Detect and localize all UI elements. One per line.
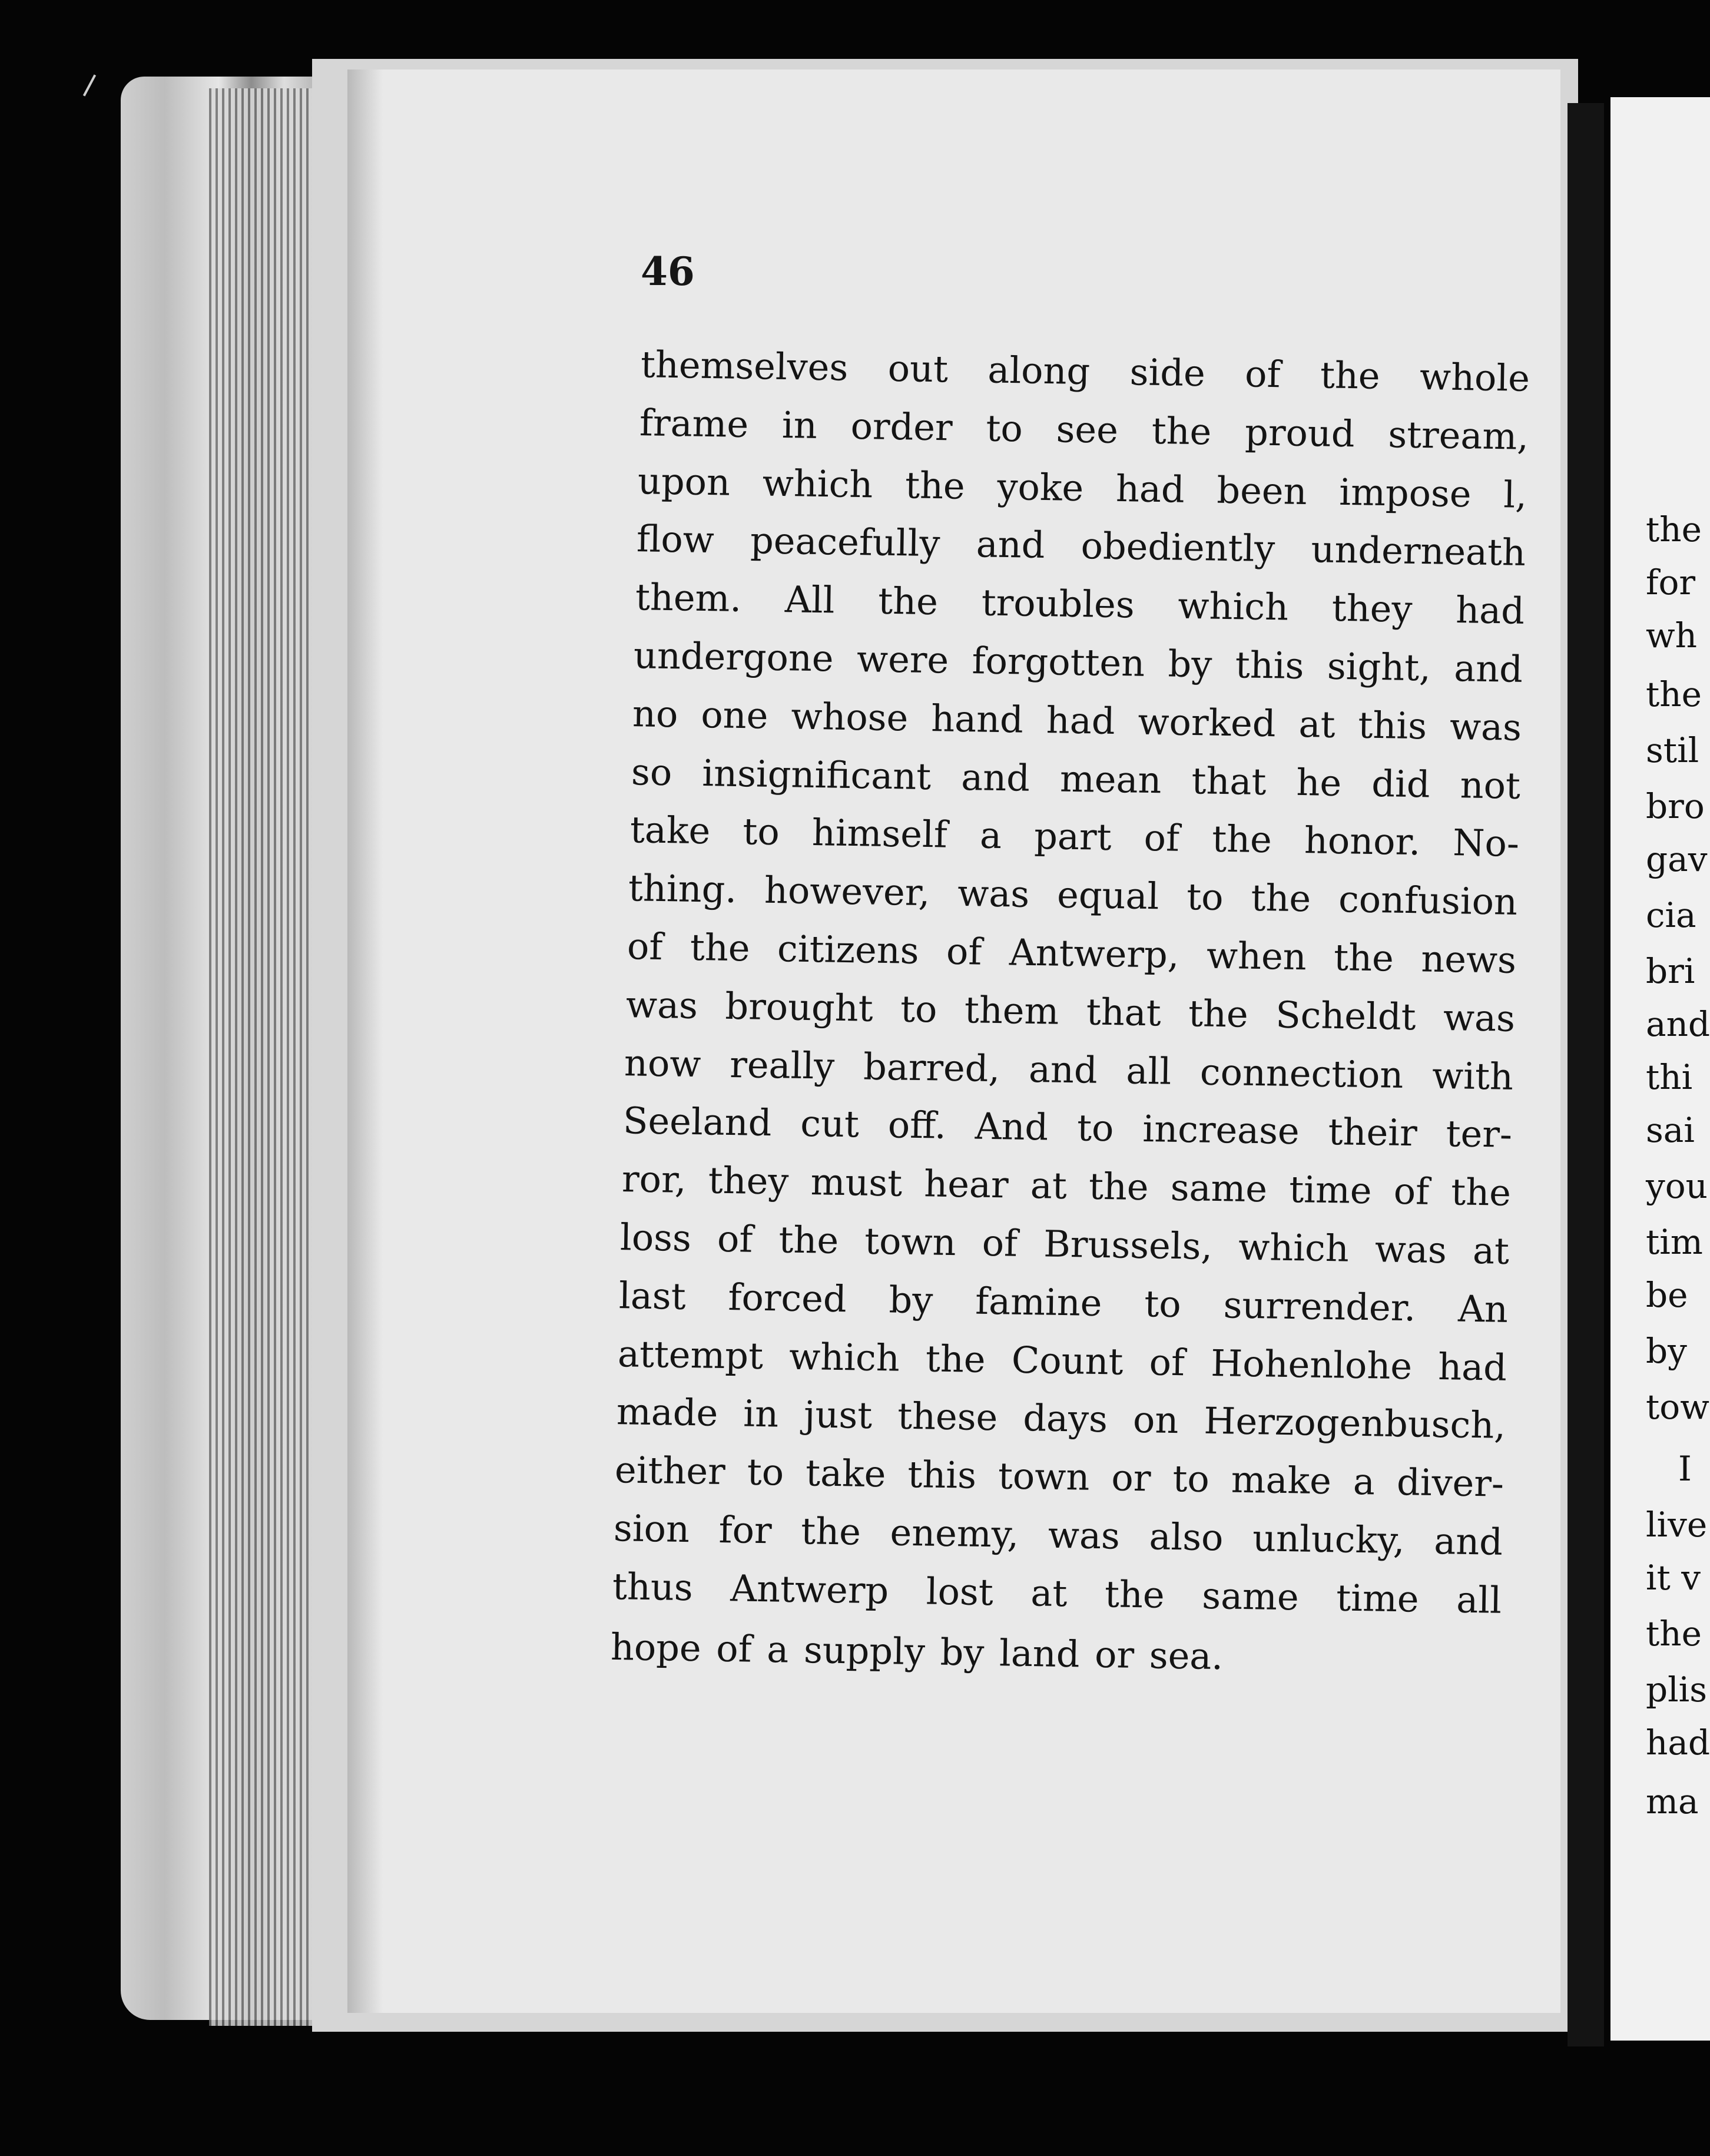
text-line: thing. however, was equal to the confusion <box>628 866 1518 923</box>
facing-line-fragment: wh <box>1646 615 1697 655</box>
facing-line-fragment: bri <box>1646 951 1695 991</box>
text-line: sion for the enemy, was also unlucky, and <box>613 1506 1503 1564</box>
facing-line-fragment: the <box>1646 1614 1702 1654</box>
text-line: was brought to them that the Scheldt was <box>625 983 1516 1040</box>
text-line: upon which the yoke had been impose l, <box>637 459 1527 516</box>
facing-line-fragment: had <box>1646 1723 1710 1763</box>
page-edge-leaves <box>209 88 327 2026</box>
facing-line-fragment: the <box>1646 509 1702 549</box>
text-line: ror, they must hear at the same time of the <box>621 1157 1512 1214</box>
facing-line-fragment: cia <box>1646 895 1696 935</box>
text-line: take to himself a part of the honor. No- <box>629 808 1520 865</box>
facing-line-fragment: gav <box>1646 839 1708 879</box>
text-line: hope of a supply by land or sea. <box>610 1625 1224 1678</box>
facing-line-fragment: ma <box>1646 1781 1699 1821</box>
text-line: no one whose hand had worked at this was <box>632 692 1522 749</box>
facing-line-fragment: by <box>1646 1331 1687 1371</box>
facing-line-fragment: plis <box>1646 1670 1707 1710</box>
facing-line-fragment: the <box>1646 674 1702 714</box>
page-number: 46 <box>641 249 695 294</box>
text-line: frame in order to see the proud stream, <box>639 401 1529 458</box>
page-shadow <box>347 69 383 2013</box>
book-gutter <box>1568 103 1604 2046</box>
facing-line-fragment: sai <box>1646 1110 1695 1150</box>
text-line: so insignificant and mean that he did not <box>631 750 1521 807</box>
text-line: either to take this town or to make a diver- <box>614 1448 1504 1505</box>
facing-line-fragment: tim <box>1646 1222 1703 1262</box>
text-line: themselves out along side of the whole <box>640 343 1530 400</box>
text-line: attempt which the Count of Hohenlohe had <box>617 1332 1507 1389</box>
facing-line-fragment: thi <box>1646 1057 1693 1097</box>
margin-mark <box>83 74 96 96</box>
text-line: of the citizens of Antwerp, when the news <box>627 925 1517 982</box>
facing-line-fragment: be <box>1646 1275 1688 1315</box>
facing-line-fragment: and <box>1646 1004 1710 1044</box>
text-line: undergone were forgotten by this sight, and <box>633 634 1523 691</box>
text-line: last forced by famine to surrender. An <box>618 1274 1509 1331</box>
text-line: made in just these days on Herzogenbusch, <box>616 1390 1506 1447</box>
text-line: thus Antwerp lost at the same time all <box>612 1565 1502 1622</box>
facing-line-fragment: stil <box>1646 730 1699 770</box>
text-line: Seeland cut off. And to increase their ter- <box>622 1099 1513 1156</box>
facing-line-fragment: live <box>1646 1505 1708 1545</box>
facing-line-fragment: I <box>1678 1449 1692 1489</box>
facing-line-fragment: you <box>1646 1166 1708 1206</box>
text-line: them. All the troubles which they had <box>635 575 1525 632</box>
text-line: loss of the town of Brussels, which was at <box>619 1216 1510 1273</box>
facing-line-fragment: tow <box>1646 1387 1709 1427</box>
facing-line-fragment: for <box>1646 562 1696 602</box>
facing-line-fragment: bro <box>1646 786 1705 826</box>
text-line: flow peacefully and obediently underneath <box>636 517 1526 574</box>
facing-line-fragment: it v <box>1646 1558 1701 1598</box>
text-line: now really barred, and all connection with <box>624 1041 1514 1098</box>
